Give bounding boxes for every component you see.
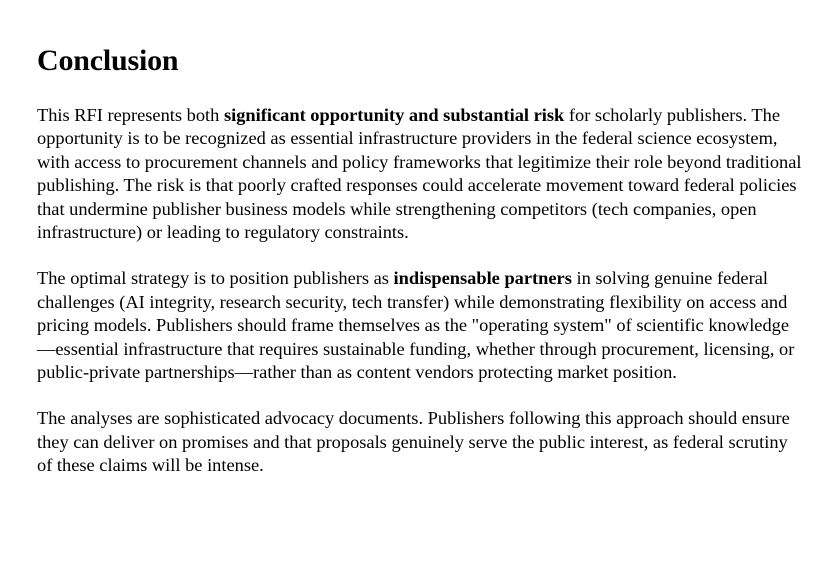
paragraph-optimal-strategy	[37, 267, 807, 384]
bold-phrase: significant opportunity and substantial risk	[223, 105, 565, 125]
paragraph-text: in solving genuine federal challenges (AI integrity, research security, tech transfer) while demonstrating flexibility on access and pricing models. Publishers should frame themselves as the "operating system" of scientific knowledge—essential infrastructure that requires sustainable funding, whether through procurement, licensing, or public-private partnerships—rather than as content vendors protecting market position.	[37, 268, 795, 383]
paragraph-text: The optimal strategy is to position publishers as	[37, 268, 394, 289]
paragraph-text: The analyses are sophisticated advocacy documents. Publishers following this approach should ensure they can deliver on promises and that proposals genuinely serve the public interest, as federal scrutiny of these claims will be intense.	[37, 408, 790, 476]
paragraph-opportunity-risk	[37, 104, 807, 244]
paragraph-text: for scholarly publishers. The opportunity is to be recognized as essential infrastructure providers in the federal science ecosystem, with access to procurement channels and policy frameworks that legitimize their role beyond traditional publishing. The risk is that poorly crafted responses could accelerate movement toward federal policies that undermine publisher business models while strengthening competitors (tech companies, open infrastructure) or leading to regulatory constraints.	[37, 105, 802, 243]
body-text	[37, 104, 807, 501]
paragraph-text: This RFI represents both	[37, 105, 224, 125]
paragraph-analyses	[37, 407, 807, 477]
section-heading: Conclusion	[37, 44, 179, 77]
bold-phrase: indispensable partners	[393, 268, 572, 289]
